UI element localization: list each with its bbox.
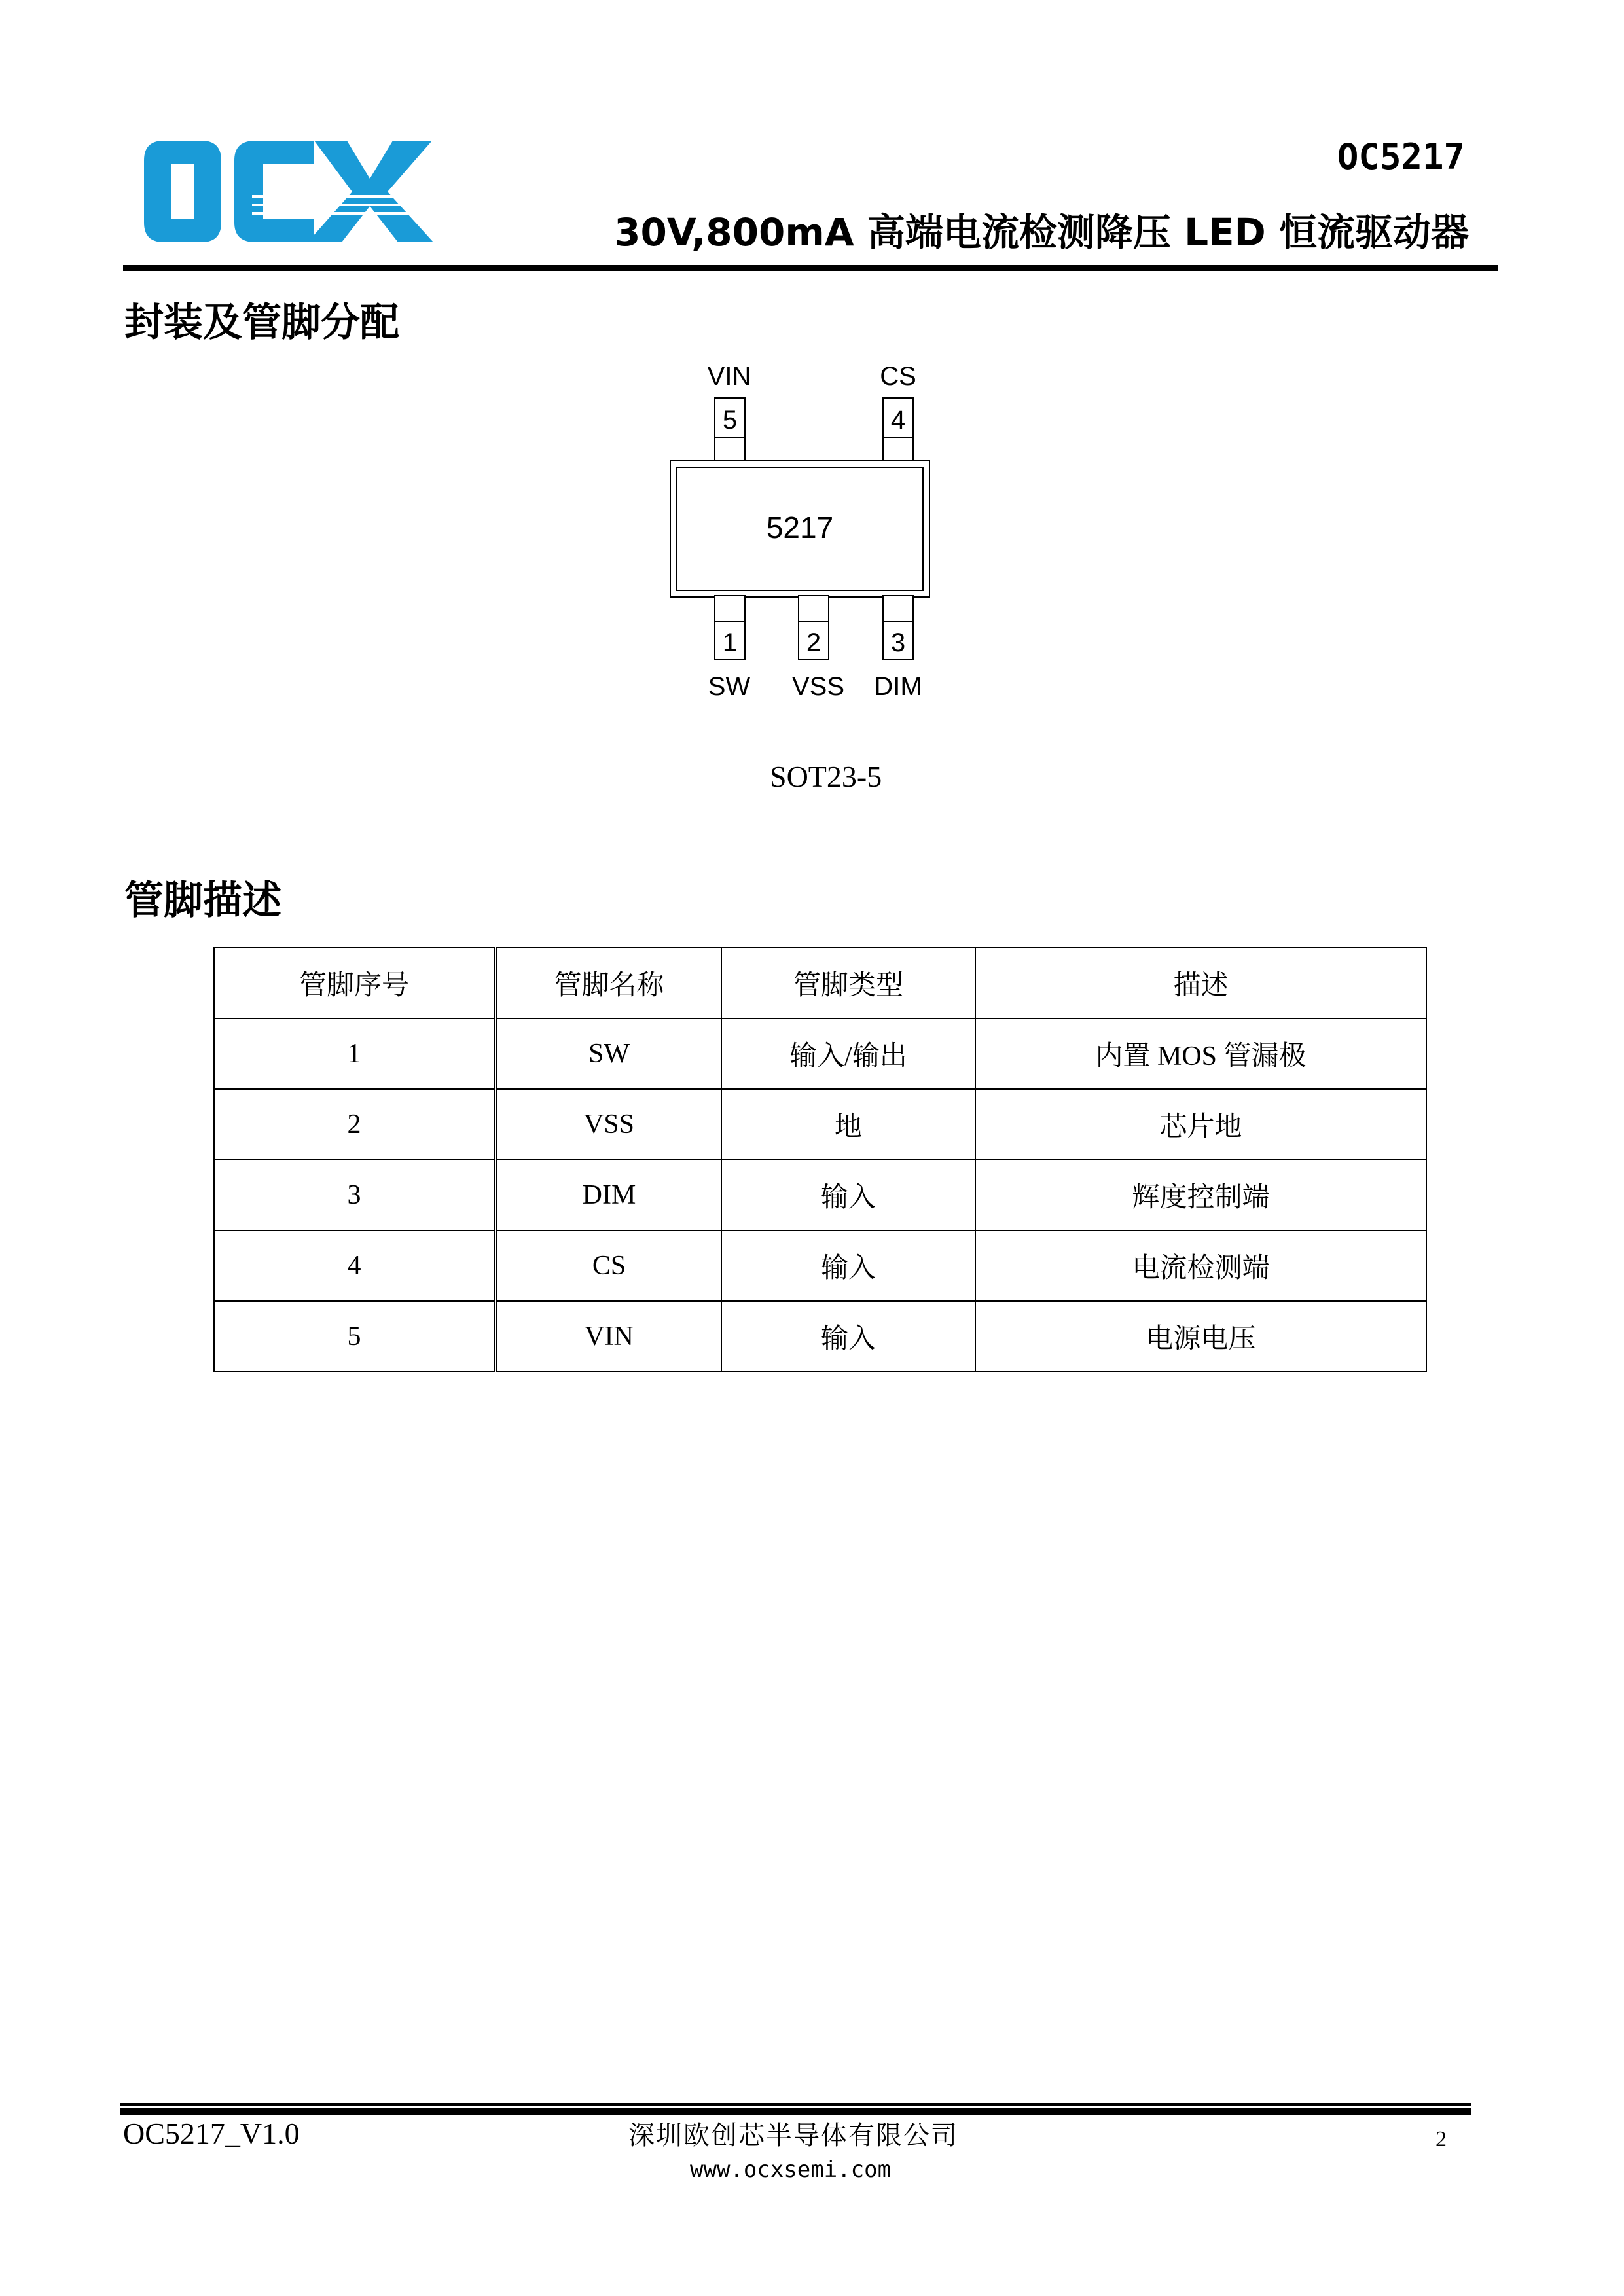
column-header: 描述 [975, 948, 1426, 1018]
pin-4-number: 4 [890, 406, 906, 435]
pin-type-cell: 输入/输出 [721, 1018, 975, 1089]
table-row [214, 1018, 1426, 1089]
table-row [214, 1160, 1426, 1230]
pin-4-label: CS [880, 362, 916, 391]
pin-3-number: 3 [890, 628, 906, 657]
pin-3-label: DIM [874, 672, 922, 701]
pin-number-cell: 3 [214, 1160, 496, 1230]
footer-website: www.ocxsemi.com [690, 2157, 892, 2183]
pin-type-cell: 输入 [721, 1230, 975, 1301]
pin-name-cell: CS [496, 1230, 721, 1301]
pin-description-cell: 电源电压 [975, 1301, 1426, 1372]
pin-name-cell: VIN [496, 1301, 721, 1372]
column-header: 管脚名称 [496, 948, 721, 1018]
pin-description-cell: 芯片地 [975, 1089, 1426, 1160]
pin-2-label: VSS [791, 672, 845, 701]
pin-number-cell: 5 [214, 1301, 496, 1372]
header-divider [123, 265, 1498, 271]
pin-type-cell: 输入 [721, 1301, 975, 1372]
table-row [214, 1089, 1426, 1160]
pin-number-cell: 1 [214, 1018, 496, 1089]
footer-divider-thick [120, 2108, 1471, 2115]
pin-name-cell: SW [496, 1018, 721, 1089]
package-name: SOT23-5 [770, 760, 882, 793]
product-code: OC5217 [1337, 136, 1465, 177]
pin-5-label: VIN [707, 362, 751, 391]
ocx-logo [124, 134, 452, 249]
pin-name-cell: DIM [496, 1160, 721, 1230]
section-heading-pin-description: 管脚描述 [124, 878, 281, 924]
table-header-row [214, 948, 1426, 1018]
footer-company-name: 深圳欧创芯半导体有限公司 [628, 2121, 958, 2151]
footer-doc-version: OC5217_V1.0 [123, 2117, 300, 2150]
pin-description-cell: 内置 MOS 管漏极 [975, 1018, 1426, 1089]
pin-number-cell: 2 [214, 1089, 496, 1160]
column-header: 管脚类型 [721, 948, 975, 1018]
pin-type-cell: 输入 [721, 1160, 975, 1230]
pin-name-cell: VSS [496, 1089, 721, 1160]
page-number: 2 [1435, 2127, 1447, 2151]
pin-1-label: SW [708, 672, 751, 701]
footer-divider [120, 2103, 1471, 2106]
section-heading-package: 封装及管脚分配 [124, 300, 399, 346]
pin-description-cell: 辉度控制端 [975, 1160, 1426, 1230]
pin-1-number: 1 [722, 628, 738, 657]
pin-number-cell: 4 [214, 1230, 496, 1301]
chip-marking: 5217 [766, 511, 834, 545]
package-diagram [668, 353, 969, 720]
column-header: 管脚序号 [214, 948, 496, 1018]
product-title: 30V,800mA 高端电流检测降压 LED 恒流驱动器 [614, 210, 1469, 255]
pin-description-table [213, 947, 1427, 1372]
table-row [214, 1230, 1426, 1301]
table-row [214, 1301, 1426, 1372]
pin-5-number: 5 [722, 406, 738, 435]
pin-type-cell: 地 [721, 1089, 975, 1160]
pin-2-number: 2 [806, 628, 821, 657]
pin-description-cell: 电流检测端 [975, 1230, 1426, 1301]
